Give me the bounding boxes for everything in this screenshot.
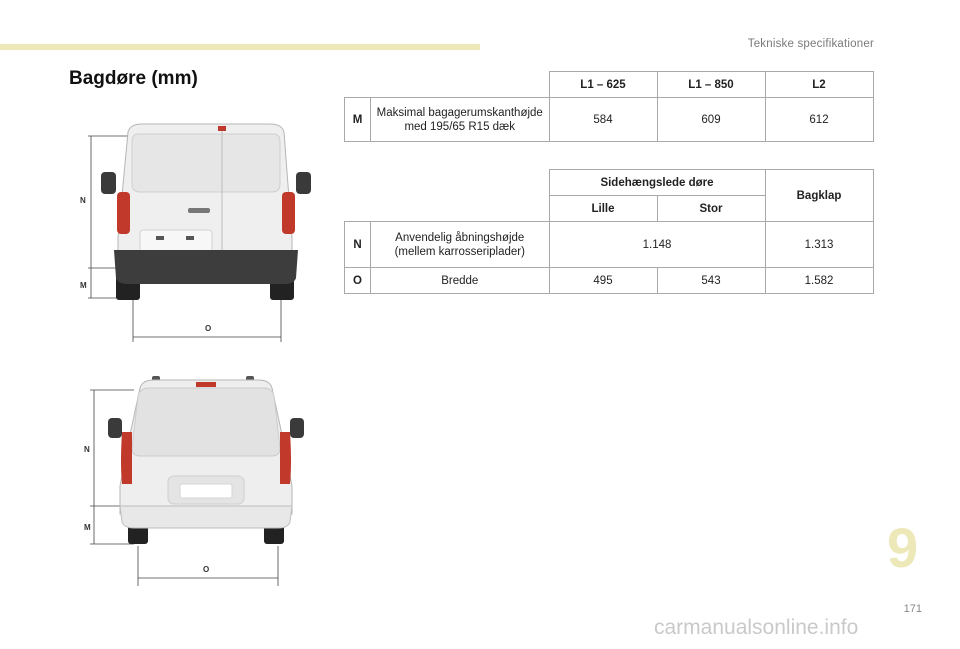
value-cell: 609	[657, 98, 765, 142]
row-label-line: Anvendelig åbningshøjde	[395, 231, 525, 244]
brake-light	[218, 126, 226, 131]
column-header-stor: Stor	[657, 196, 765, 222]
van-rear-diagram-tailgate	[70, 374, 320, 592]
section-title: Tekniske specifikationer	[747, 38, 874, 50]
table-row	[345, 98, 874, 142]
value-cell: 495	[549, 268, 657, 294]
door-dimensions-table	[344, 169, 874, 294]
taillight-right	[282, 192, 295, 234]
row-label-line: Maksimal bagagerumskanthøjde	[376, 106, 543, 119]
taillight-left	[121, 432, 132, 484]
mirror-right	[290, 418, 304, 438]
dimension-label-m: M	[84, 523, 91, 532]
table-row	[345, 222, 874, 268]
blank-cell	[345, 196, 371, 222]
row-letter-n: N	[345, 222, 371, 268]
dimension-label-o: O	[203, 565, 210, 574]
column-header-l2: L2	[765, 72, 873, 98]
group-header-side-doors: Sidehængslede døre	[549, 170, 765, 196]
rear-bumper	[114, 250, 298, 284]
taillight-right	[280, 432, 291, 484]
mirror-right	[296, 172, 311, 194]
dimension-label-n: N	[84, 445, 90, 454]
dimension-label-o: O	[205, 324, 212, 333]
row-label-line: (mellem karrosseriplader)	[394, 245, 525, 258]
blank-cell	[345, 170, 371, 196]
column-header-l1-625: L1 – 625	[549, 72, 657, 98]
value-cell: 1.313	[765, 222, 873, 268]
door-handle	[188, 208, 210, 213]
value-cell: 584	[549, 98, 657, 142]
value-cell: 1.582	[765, 268, 873, 294]
plate-light	[156, 236, 164, 240]
row-letter-o: O	[345, 268, 371, 294]
blank-cell	[345, 72, 371, 98]
trunk-sill-height-table	[344, 71, 874, 142]
value-cell: 612	[765, 98, 873, 142]
row-label-line: med 195/65 R15 dæk	[404, 120, 516, 133]
merged-value-cell: 1.148	[549, 222, 765, 268]
blank-cell	[371, 72, 550, 98]
mirror-left	[108, 418, 122, 438]
page-number: 171	[903, 603, 922, 615]
van-rear-diagram-side-doors	[70, 118, 320, 348]
rear-window	[132, 134, 280, 192]
plate-light	[186, 236, 194, 240]
column-header-l1-850: L1 – 850	[657, 72, 765, 98]
blank-cell	[371, 170, 550, 196]
page-title: Bagdøre (mm)	[69, 68, 198, 89]
rear-window	[132, 388, 280, 456]
rear-bumper	[120, 506, 292, 528]
row-letter-m: M	[345, 98, 371, 142]
taillight-left	[117, 192, 130, 234]
dimension-label-m: M	[80, 281, 87, 290]
row-label: Bredde	[371, 268, 550, 294]
row-label	[371, 98, 550, 142]
row-label	[371, 222, 550, 268]
value-cell: 543	[657, 268, 765, 294]
column-header-bagklap: Bagklap	[765, 170, 873, 222]
dimension-label-n: N	[80, 196, 86, 205]
license-plate	[180, 484, 232, 498]
header-accent-bar	[0, 44, 480, 50]
blank-cell	[371, 196, 550, 222]
chapter-number: 9	[887, 516, 919, 579]
watermark: carmanualsonline.info	[654, 616, 859, 639]
table-row	[345, 268, 874, 294]
mirror-left	[101, 172, 116, 194]
column-header-lille: Lille	[549, 196, 657, 222]
brake-light	[196, 382, 216, 387]
